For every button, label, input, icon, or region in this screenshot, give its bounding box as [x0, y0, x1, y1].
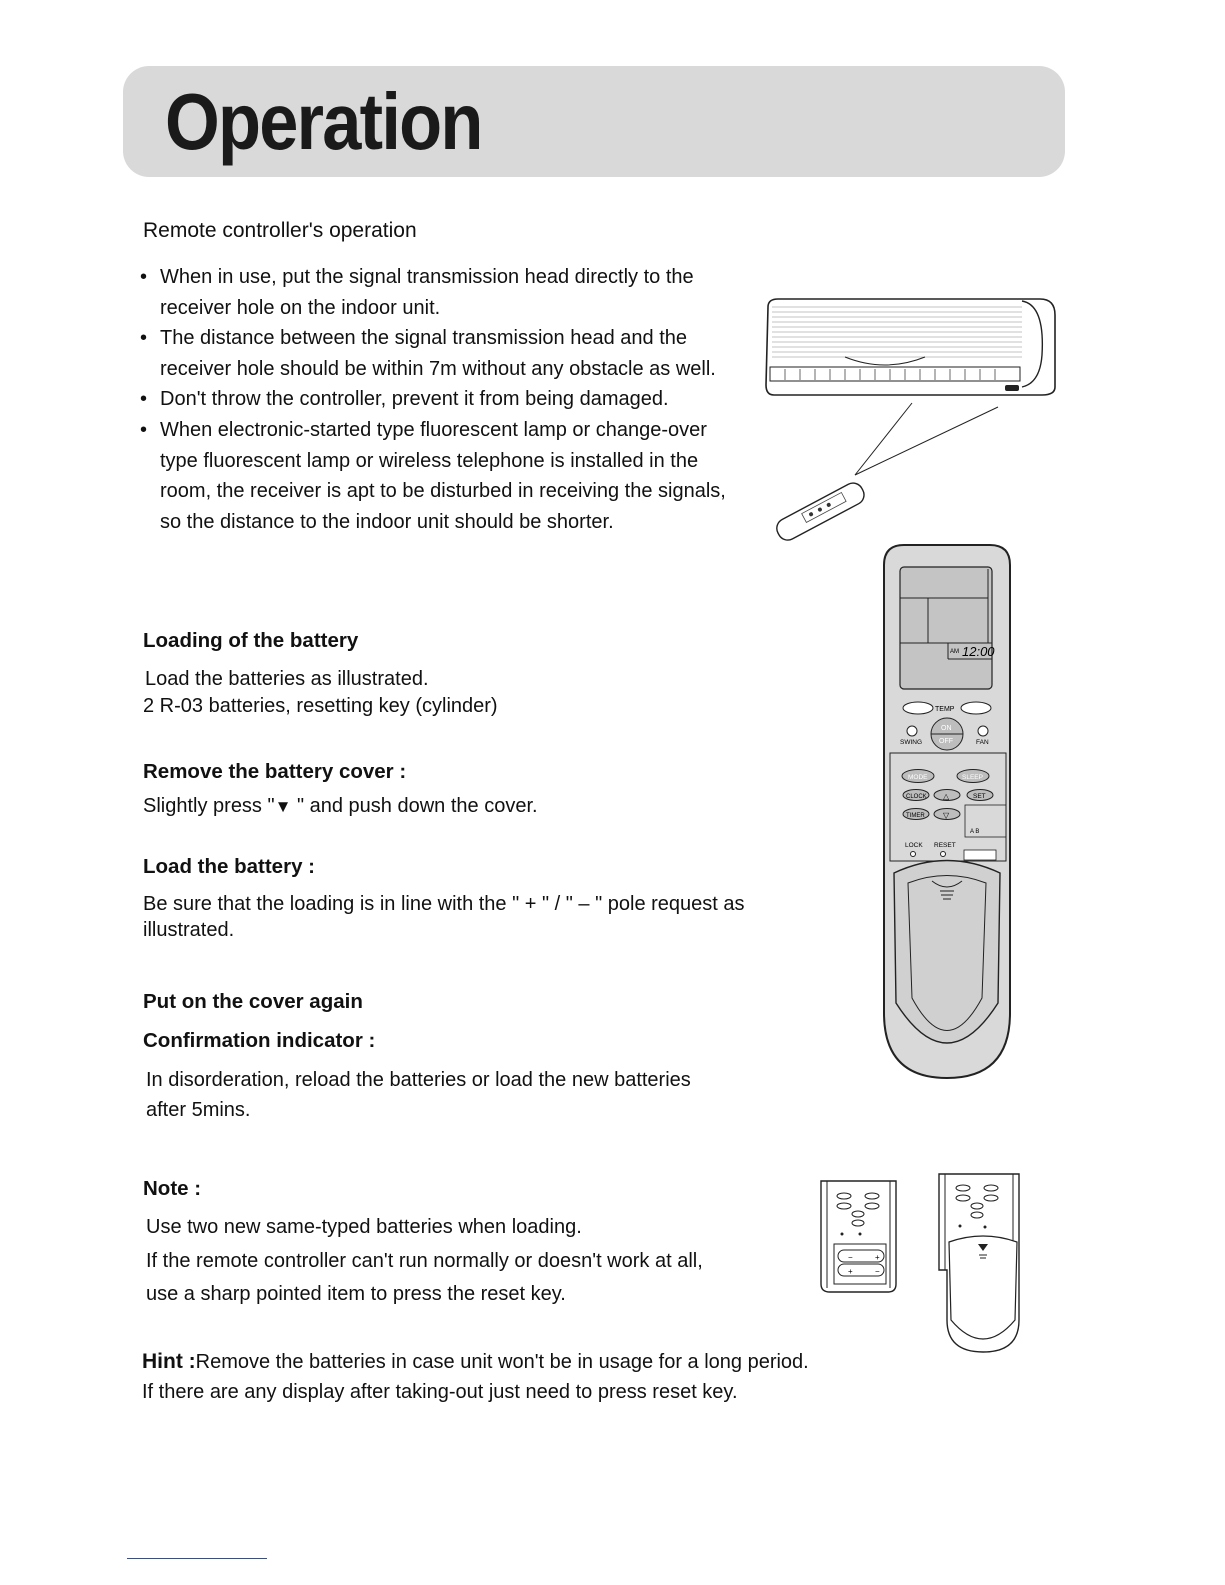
load-battery-line-1: Be sure that the loading is in line with the " + " / " – " pole request as: [143, 893, 745, 915]
page-title-banner: [123, 66, 1065, 177]
confirm-line-2: after 5mins.: [146, 1099, 251, 1121]
sleep-label: SLEEP: [962, 774, 983, 781]
hint-text: Remove the batteries in case unit won't be in usage for a long period.: [195, 1351, 809, 1373]
remote-with-cover-illustration: [935, 1170, 1025, 1355]
section-heading-remote: Remote controller's operation: [143, 219, 417, 242]
remove-cover-text: [143, 791, 538, 823]
down-arrow-icon: ▽: [943, 811, 950, 820]
load-battery-heading: Load the battery :: [143, 855, 315, 878]
bullet-item: [140, 262, 726, 323]
bullet-line: receiver hole on the indoor unit.: [160, 296, 441, 319]
ab-switch-label: A B: [970, 829, 980, 835]
page-title: Operation: [165, 77, 482, 166]
bullet-line: When electronic-started type fluorescent lamp or change-over: [160, 418, 707, 441]
bullet-line: When in use, put the signal transmission head directly to the: [160, 266, 694, 288]
load-battery-line-2: illustrated.: [143, 919, 235, 941]
hint-line-2: If there are any display after taking-out just need to press reset key.: [142, 1381, 738, 1403]
note-heading: Note :: [143, 1177, 202, 1200]
hint-label: Hint :: [142, 1350, 196, 1373]
bullet-line: room, the receiver is apt to be disturbed in receiving the signals,: [160, 480, 726, 503]
bullet-line: receiver hole should be within 7m without any obstacle as well.: [160, 357, 716, 380]
set-label: SET: [973, 793, 986, 800]
bullet-line: Don't throw the controller, prevent it from being damaged.: [160, 388, 669, 411]
on-label: ON: [941, 725, 952, 732]
display-am: AM: [950, 649, 959, 655]
confirm-line-1: In disorderation, reload the batteries or load the new batteries: [146, 1069, 691, 1091]
confirmation-heading: Confirmation indicator :: [143, 1029, 376, 1052]
remote-bullet-list: [140, 262, 726, 537]
battery-heading: Loading of the battery: [143, 629, 359, 652]
battery-line-2: 2 R-03 batteries, resetting key (cylinder): [143, 695, 498, 717]
reset-label: RESET: [934, 842, 956, 849]
display-time: 12:00: [962, 644, 995, 659]
off-label: OFF: [939, 738, 953, 745]
remove-cover-text-pre: Slightly press ": [143, 795, 275, 817]
clock-label: CLOCK: [906, 794, 927, 800]
plus-sign-icon: +: [848, 1267, 853, 1276]
indoor-unit-illustration: [760, 295, 1060, 540]
minus-sign-icon: −: [875, 1267, 880, 1276]
note-line-3: use a sharp pointed item to press the reset key.: [146, 1283, 566, 1305]
bullet-item: [140, 323, 726, 384]
hint-line-1: [142, 1347, 809, 1378]
swing-label: SWING: [900, 739, 923, 746]
bullet-item: [140, 384, 726, 415]
fan-label: FAN: [976, 739, 989, 746]
note-line-1: Use two new same-typed batteries when loading.: [146, 1216, 582, 1238]
remove-cover-text-post: " and push down the cover.: [291, 795, 538, 817]
plus-sign-icon: +: [875, 1253, 880, 1262]
battery-compartment-illustration: [818, 1176, 900, 1294]
remove-cover-heading: Remove the battery cover :: [143, 760, 407, 783]
remote-controller-illustration: [880, 543, 1015, 1081]
bullet-line: so the distance to the indoor unit should be shorter.: [160, 510, 614, 533]
down-triangle-icon: ▼: [274, 797, 292, 816]
cover-again-heading: Put on the cover again: [143, 990, 363, 1013]
bullet-item: [140, 415, 726, 537]
bottom-rule: [127, 1558, 267, 1559]
minus-sign-icon: −: [848, 1253, 853, 1262]
battery-line-1: Load the batteries as illustrated.: [145, 668, 429, 690]
bullet-line: type fluorescent lamp or wireless telephone is installed in the: [160, 449, 699, 472]
temp-label: TEMP: [935, 706, 955, 713]
lock-label: LOCK: [905, 842, 923, 849]
up-arrow-icon: △: [943, 792, 950, 801]
note-line-2: If the remote controller can't run normally or doesn't work at all,: [146, 1250, 703, 1272]
mode-label: MODE: [908, 774, 928, 781]
timer-label: TIMER: [906, 813, 925, 819]
bullet-line: The distance between the signal transmission head and the: [160, 327, 688, 350]
